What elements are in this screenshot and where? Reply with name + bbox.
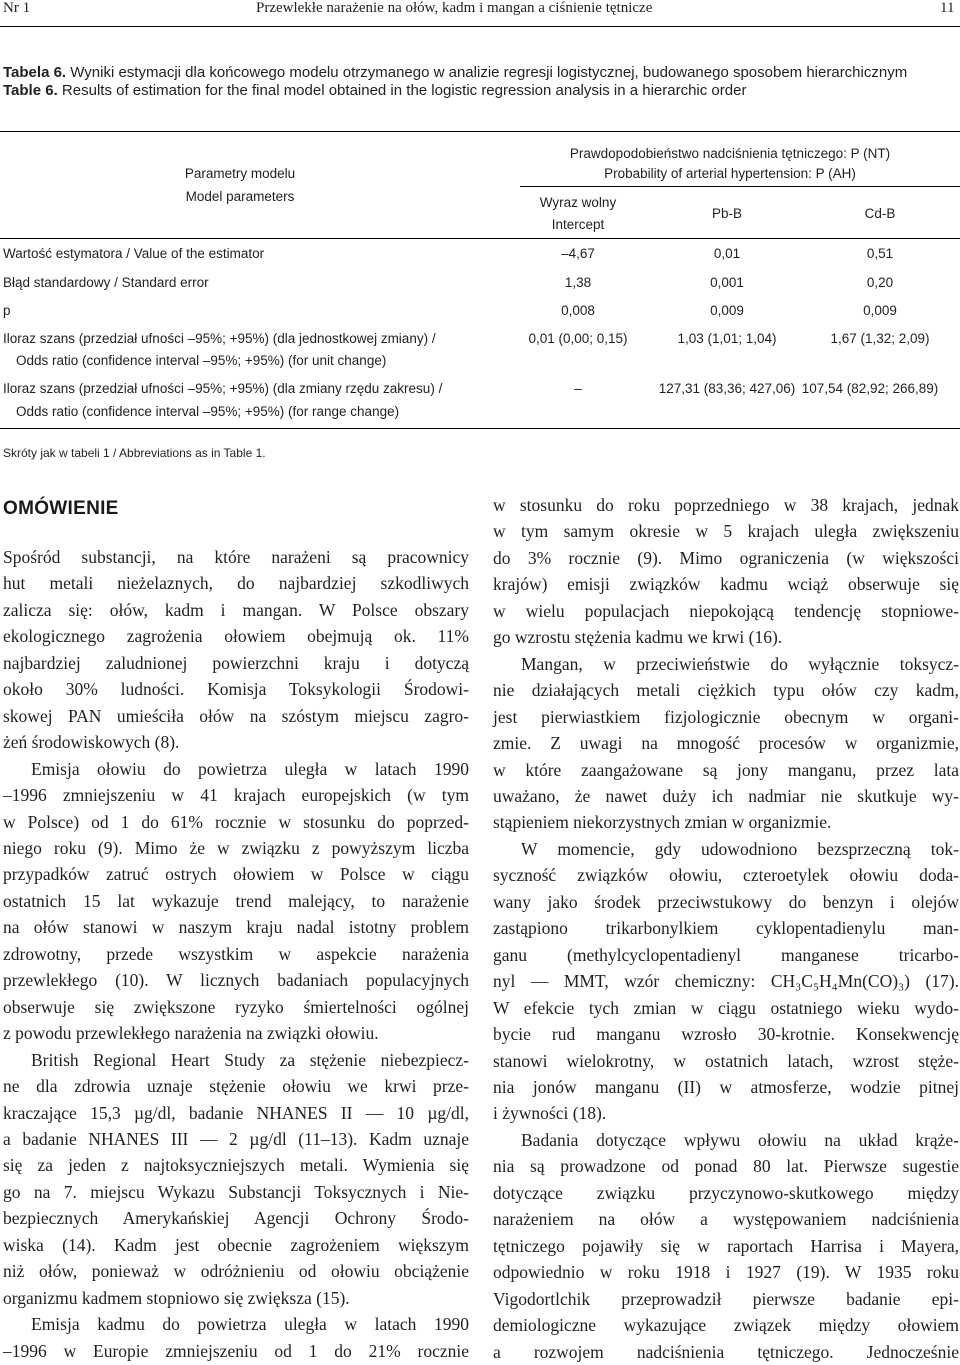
row-label: Iloraz szans (przedział ufności –95%; +95%) (dla zmiany rzędu zakresu) / bbox=[3, 381, 443, 396]
text-line: Vigodortlchik przeprowadził pierwsze badanie epi- bbox=[493, 1288, 959, 1309]
text-line: wany jako środek przeciwstukowy do benzyn i olejów bbox=[493, 891, 959, 912]
text-line: ostatnich 15 lat wykazuje trend malejący, to narażenie bbox=[3, 890, 469, 911]
text-line: w tym samym okresie w 5 krajach uległa zwiększeniu bbox=[493, 521, 959, 542]
cell-cd: 1,67 (1,32; 2,09) bbox=[830, 331, 930, 346]
table-top-rule bbox=[0, 131, 960, 132]
cell-pb: 0,009 bbox=[710, 303, 744, 318]
text-line: ne dla zdrowia uznaje stężenie ołowiu we krwi prze- bbox=[3, 1076, 469, 1097]
text-line: przewlekłego (10). W licznych badaniach populacyjnych bbox=[3, 970, 469, 991]
text-line: ganu (methylcyclopentadienyl manganese tricarbo- bbox=[493, 944, 959, 965]
row-label-en: Odds ratio (confidence interval –95%; +95%) (for unit change) bbox=[16, 353, 387, 368]
text-line: najbardziej zaludnionej powierzchni kraju i dotyczą bbox=[3, 652, 469, 673]
right-column bbox=[493, 492, 959, 1365]
text-line: zalicza się: ołów, kadm i mangan. W Polsce obszary bbox=[3, 599, 469, 620]
text-line: a badanie NHANES III — 2 µg/dl (11–13). Kadm uznaje bbox=[3, 1128, 469, 1149]
text-line: nia jonów manganu (II) w atmosferze, wodzie pitnej bbox=[493, 1076, 959, 1097]
cell-intercept: 0,008 bbox=[561, 303, 595, 318]
text-line: stąpieniem niekorzystnych zmian w organizmie. bbox=[493, 812, 832, 833]
text-line: organizmu kadmem stopniowo się zwiększa (15). bbox=[3, 1287, 350, 1308]
text-line: nyl — MMT, wzór chemiczny: CH₃C₅H₄Mn(CO)₃) (17). bbox=[493, 971, 959, 992]
cell-intercept: –4,67 bbox=[561, 246, 595, 261]
running-title: Przewlekłe narażenie na ołów, kadm i mangan a ciśnienie tętnicze bbox=[256, 0, 653, 16]
text-line: Badania dotyczące wpływu ołowiu na układ krąże- bbox=[521, 1129, 959, 1150]
text-line: syczność związków ołowiu, czteroetylek ołowiu doda- bbox=[493, 865, 959, 886]
text-line: niż ołów, ponieważ w odróżnieniu od ołowiu obciążenie bbox=[3, 1261, 469, 1282]
cell-pb: 1,03 (1,01; 1,04) bbox=[677, 331, 777, 346]
table-footnote: Skróty jak w tabeli 1 / Abbreviations as in Table 1. bbox=[3, 446, 266, 460]
prob-header-pl: Prawdopodobieństwo nadciśnienia tętniczego: P (NT) bbox=[569, 146, 891, 161]
text-line: tętniczego pojawiły się w raportach Harrisa i Mayera, bbox=[493, 1235, 959, 1256]
text-line: Emisja kadmu do powietrza uległa w latach 1990 bbox=[31, 1314, 469, 1335]
cell-pb: 0,001 bbox=[710, 275, 744, 290]
text-line: zastąpiono trikarbonylkiem cyklopentadienylu man- bbox=[493, 918, 959, 939]
text-line: w wielu populacjach niepokojącą tendencję stopniowe- bbox=[493, 600, 959, 621]
text-line: w Polsce) od 1 do 61% rocznie w stosunku do poprzed- bbox=[3, 811, 469, 832]
text-line: dotyczące związku przyczynowo-skutkowego między bbox=[493, 1182, 959, 1203]
text-line: W momencie, gdy udowodniono bezsprzeczną tok- bbox=[521, 838, 959, 859]
cell-cd: 107,54 (82,92; 266,89) bbox=[801, 381, 939, 396]
cell-cd: 0,51 bbox=[866, 246, 894, 261]
text-line: obserwuje się zwiększone ryzyko śmiertelności ogólnej bbox=[3, 996, 469, 1017]
text-line: nie działających metali ciężkich typu ołów czy kadm, bbox=[493, 680, 959, 701]
col-intercept-en: Intercept bbox=[551, 217, 605, 232]
text-line: demiologiczne wykazujące związek między ołowiem bbox=[493, 1315, 959, 1336]
text-line: z powodu przewlekłego narażenia na związki ołowiu. bbox=[3, 1023, 379, 1044]
caption-polish: Tabela 6. Wyniki estymacji dla końcowego modelu otrzymanego w analizie regresji logistycznej, budowanego sposobem hierarchicznym bbox=[3, 64, 908, 81]
text-line: żeń środowiskowych (8). bbox=[3, 732, 180, 753]
text-line: go na 7. miejscu Wykazu Substancji Toksycznych i Nie- bbox=[3, 1181, 469, 1202]
text-line: skowej PAN umieściła ołów na szóstym miejscu zagro- bbox=[3, 705, 469, 726]
text-line: odpowiednio w roku 1918 i 1927 (19). W 1935 roku bbox=[493, 1262, 959, 1283]
text-line: bycie rud manganu wzrosło 30-krotnie. Konsekwencję bbox=[493, 1024, 959, 1045]
table-caption bbox=[3, 64, 953, 100]
prob-header-rule bbox=[520, 186, 960, 187]
cell-intercept: – bbox=[574, 381, 582, 396]
text-line: krajów) emisji związków kadmu wciąż obserwuje się bbox=[493, 574, 959, 595]
text-line: –1996 zmniejszeniu w 41 krajach europejskich (w tym bbox=[3, 785, 469, 806]
table-bottom-rule bbox=[0, 428, 960, 429]
param-header-en: Model parameters bbox=[185, 189, 295, 204]
text-line: Emisja ołowiu do powietrza uległa w latach 1990 bbox=[31, 758, 469, 779]
text-line: uważano, że nawet duży ich nadmiar nie skutkuje wy- bbox=[493, 785, 959, 806]
text-line: około 30% ludności. Komisja Toksykologii Środowi- bbox=[3, 679, 469, 700]
text-line: W efekcie tych zmian w ciągu ostatniego wieku wydo- bbox=[493, 997, 959, 1018]
text-line: zdrowotny, przede wszystkim w aspekcie narażenia bbox=[3, 943, 469, 964]
text-line: British Regional Heart Study za stężenie niebezpiecz- bbox=[31, 1049, 469, 1070]
prob-header-en: Probability of arterial hypertension: P (AH) bbox=[604, 166, 856, 181]
text-line: do 3% rocznie (9). Mimo ograniczenia (w większości bbox=[493, 547, 959, 568]
caption-english: Table 6. Results of estimation for the final model obtained in the logistic regression analysis in a hierarchic order bbox=[3, 82, 747, 99]
text-line: kraczające 15,3 µg/dl, badanie NHANES II — 10 µg/dl, bbox=[3, 1102, 469, 1123]
row-label: Iloraz szans (przedział ufności –95%; +95%) (dla jednostkowej zmiany) / bbox=[3, 331, 436, 346]
text-line: Mangan, w przeciwieństwie do wyłącznie toksycz- bbox=[521, 653, 959, 674]
text-line: się za jeden z najtoksyczniejszych metali. Wymienia się bbox=[3, 1155, 469, 1176]
text-line: przypadków zatruć ostrych ołowiem w Polsce w ciągu bbox=[3, 864, 469, 885]
cell-cd: 0,009 bbox=[863, 303, 897, 318]
text-line: ekologicznego zagrożenia ołowiem obejmują ok. 11% bbox=[3, 626, 469, 647]
col-intercept-pl: Wyraz wolny bbox=[539, 195, 617, 210]
text-line: w stosunku do roku poprzedniego w 38 krajach, jednak bbox=[493, 495, 959, 515]
text-line: a rozwojem nadciśnienia tętniczego. Jednocześnie bbox=[493, 1341, 959, 1362]
row-label: Wartość estymatora / Value of the estimator bbox=[3, 246, 265, 261]
cell-intercept: 0,01 (0,00; 0,15) bbox=[528, 331, 628, 346]
row-label: Błąd standardowy / Standard error bbox=[3, 275, 209, 290]
text-line: stanowi wielokrotny, w ostatnich latach, wzrost stęże- bbox=[493, 1050, 959, 1071]
cell-pb: 127,31 (83,36; 427,06) bbox=[658, 381, 796, 396]
table-header-rule bbox=[0, 238, 960, 239]
left-column bbox=[3, 544, 469, 1364]
text-line: w które zaangażowane są jony manganu, przez lata bbox=[493, 759, 959, 780]
cell-pb: 0,01 bbox=[713, 246, 741, 261]
text-line: Spośród substancji, na które narażeni są pracownicy bbox=[3, 547, 469, 567]
col-pb: Pb-B bbox=[711, 206, 742, 221]
text-line: go wzrostu stężenia kadmu we krwi (16). bbox=[493, 627, 783, 648]
text-line: hut metali nieżelaznych, do najbardziej szkodliwych bbox=[3, 573, 469, 594]
page-number: 11 bbox=[940, 0, 955, 16]
text-line: na ołów stanowi w naszym kraju nadal istotny problem bbox=[3, 917, 469, 938]
param-header-pl: Parametry modelu bbox=[184, 166, 296, 181]
header-rule bbox=[0, 26, 960, 27]
cell-intercept: 1,38 bbox=[564, 275, 592, 290]
section-title: OMÓWIENIE bbox=[3, 498, 119, 519]
text-line: bezpiecznych Amerykańskiej Agencji Ochrony Środo- bbox=[3, 1208, 469, 1229]
row-label: p bbox=[3, 303, 11, 318]
cell-cd: 0,20 bbox=[866, 275, 894, 290]
text-line: narażeniem na ołów a występowaniem nadciśnienia bbox=[493, 1209, 959, 1230]
text-line: jest pierwiastkiem fizjologicznie obecnym w organi- bbox=[493, 706, 959, 727]
text-line: wiska (14). Kadm jest obecnie zagrożeniem większym bbox=[3, 1234, 469, 1255]
text-line: zmie. Z uwagi na mnogość procesów w organizmie, bbox=[493, 733, 959, 754]
row-label-en: Odds ratio (confidence interval –95%; +95%) (for range change) bbox=[16, 404, 400, 419]
text-line: niego roku (9). Mimo że w związku z powyższym liczba bbox=[3, 837, 469, 858]
text-line: nia są prowadzone od ponad 80 lat. Pierwsze sugestie bbox=[493, 1156, 959, 1177]
col-cd: Cd-B bbox=[864, 206, 896, 221]
running-header bbox=[0, 0, 960, 24]
text-line: i żywności (18). bbox=[493, 1103, 607, 1124]
text-line: –1996 w Europie zmniejszeniu od 1 do 21% rocznie bbox=[3, 1340, 469, 1361]
page-issue: Nr 1 bbox=[3, 0, 31, 16]
